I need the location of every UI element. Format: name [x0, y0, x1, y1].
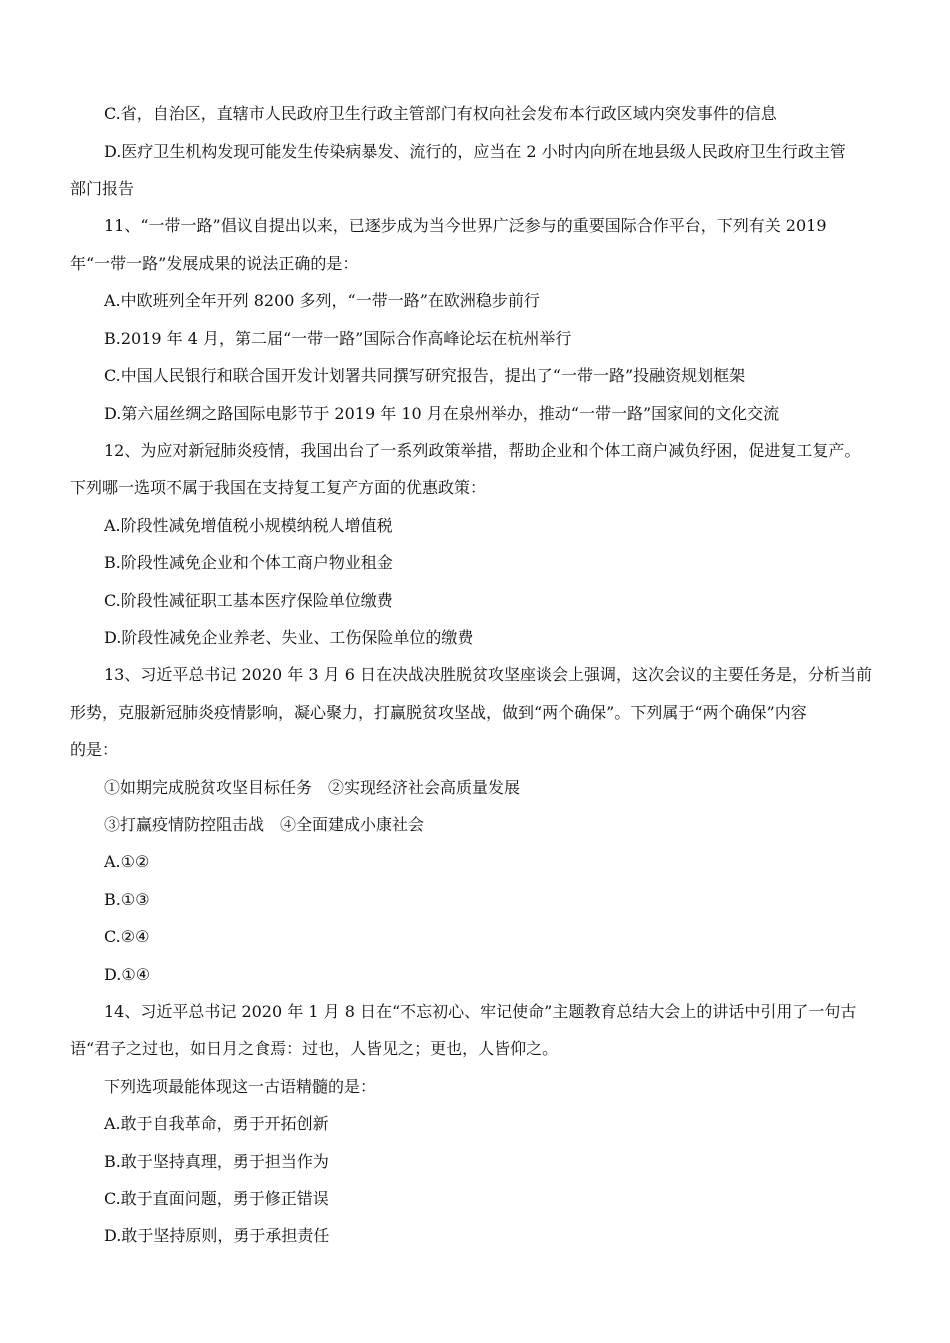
question-11-cont: 年“一带一路”发展成果的说法正确的是： — [70, 254, 359, 273]
option-d-q10-cont: 部门报告 — [70, 179, 135, 198]
option-d-q11: D.第六届丝绸之路国际电影节于 2019 年 10 月在泉州举办，推动“一带一路”国家间的文化交流 — [104, 404, 780, 423]
statements-1-2: ①如期完成脱贫攻坚目标任务 ②实现经济社会高质量发展 — [104, 778, 521, 797]
option-a-q11: A.中欧班列全年开列 8200 多列，“一带一路”在欧洲稳步前行 — [104, 291, 540, 310]
option-d-q12: D.阶段性减免企业养老、失业、工伤保险单位的缴费 — [104, 628, 474, 647]
option-a-q14: A.敢于自我革命，勇于开拓创新 — [104, 1114, 329, 1133]
question-13: 13、习近平总书记 2020 年 3 月 6 日在决战决胜脱贫攻坚座谈会上强调，这次会议的主要任务是，分析当前 — [104, 665, 872, 684]
option-d-q10: D.医疗卫生机构发现可能发生传染病暴发、流行的，应当在 2 小时内向所在地县级人民政府卫生行政主管 — [104, 142, 846, 161]
question-14-cont: 语“君子之过也，如日月之食焉：过也，人皆见之；更也，人皆仰之。 — [70, 1039, 559, 1058]
statements-3-4: ③打赢疫情防控阻击战 ④全面建成小康社会 — [104, 815, 425, 834]
question-11: 11、“一带一路”倡议自提出以来，已逐步成为当今世界广泛参与的重要国际合作平台，下列有关 2019 — [104, 216, 827, 235]
option-b-q13: B.①③ — [104, 890, 150, 909]
question-14: 14、习近平总书记 2020 年 1 月 8 日在“不忘初心、牢记使命”主题教育总结大会上的讲话中引用了一句古 — [104, 1002, 857, 1021]
option-a-q12: A.阶段性减免增值税小规模纳税人增值税 — [104, 516, 393, 535]
option-c-q10: C.省，自治区，直辖市人民政府卫生行政主管部门有权向社会发布本行政区域内突发事件的信息 — [104, 104, 777, 123]
option-c-q14: C.敢于直面问题，勇于修正错误 — [104, 1189, 329, 1208]
option-d-q14: D.敢于坚持原则，勇于承担责任 — [104, 1226, 330, 1245]
question-12: 12、为应对新冠肺炎疫情，我国出台了一系列政策举措，帮助企业和个体工商户减负纾困，促进复工复产。 — [104, 441, 861, 460]
option-a-q13: A.①② — [104, 852, 150, 871]
question-13-cont: 形势，克服新冠肺炎疫情影响，凝心聚力，打赢脱贫攻坚战，做到“两个确保”。下列属于“两个确保”内容 — [70, 703, 807, 722]
question-13-cont2: 的是： — [70, 740, 119, 759]
option-d-q13: D.①④ — [104, 965, 151, 984]
question-14-prompt: 下列选项最能体现这一古语精髓的是： — [104, 1077, 377, 1096]
option-b-q14: B.敢于坚持真理，勇于担当作为 — [104, 1152, 329, 1171]
option-c-q12: C.阶段性减征职工基本医疗保险单位缴费 — [104, 591, 393, 610]
option-b-q12: B.阶段性减免企业和个体工商户物业租金 — [104, 553, 393, 572]
option-b-q11: B.2019 年 4 月，第二届“一带一路”国际合作高峰论坛在杭州举行 — [104, 329, 572, 348]
option-c-q11: C.中国人民银行和联合国开发计划署共同撰写研究报告，提出了“一带一路”投融资规划框架 — [104, 366, 746, 385]
option-c-q13: C.②④ — [104, 927, 150, 946]
question-12-cont: 下列哪一选项不属于我国在支持复工复产方面的优惠政策： — [70, 478, 487, 497]
